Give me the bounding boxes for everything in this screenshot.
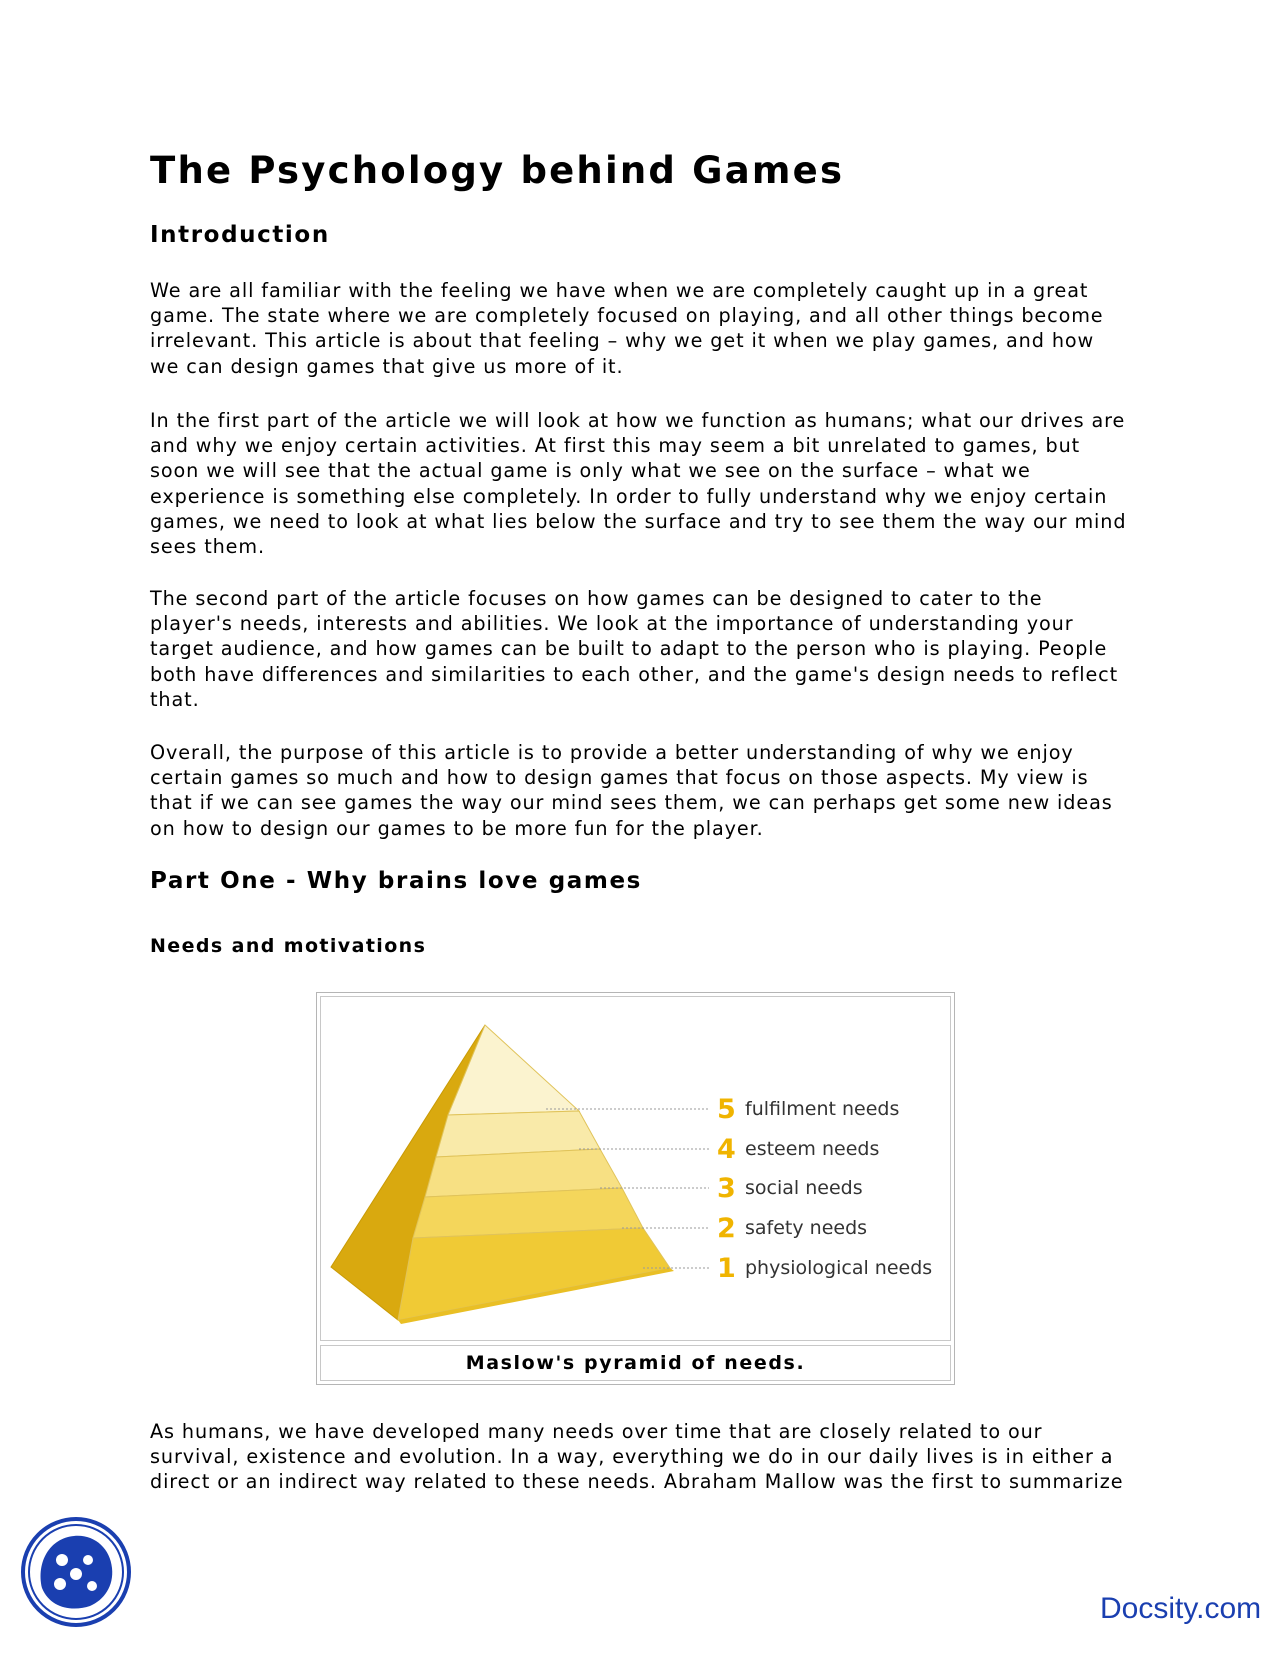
needs-paragraph: As humans, we have developed many needs over time that are closely related to our survival, existence and evolution. In a way, everything we do in our daily lives is in either a direct or an indirect way related to these needs. Abraham Mallow was the first to summarize: [150, 1420, 1124, 1494]
docsity-logo-icon[interactable]: [20, 1516, 132, 1628]
level-5-label: fulfilment needs: [745, 1098, 900, 1120]
needs-heading: Needs and motivations: [150, 935, 427, 957]
level-3-number: 3: [717, 1173, 736, 1204]
intro-paragraph-1: We are all familiar with the feeling we have when we are completely caught up in a great game. The state where we are completely focused on playing, and all other things become irrelevant. This article is about that feeling – why we get it when we play games, and how we can design games that give us more of it.: [150, 279, 1104, 378]
part-one-heading: Part One - Why brains love games: [150, 868, 642, 894]
docsity-brand-link[interactable]: Docsity.com: [1100, 1592, 1262, 1625]
figure-caption-box: [320, 1345, 951, 1381]
level-1-number: 1: [717, 1253, 736, 1284]
pyramid-figure: [316, 992, 955, 1385]
pyramid-diagram: [321, 997, 950, 1340]
level-3-label: social needs: [745, 1177, 863, 1199]
level-1-label: physiological needs: [745, 1257, 933, 1279]
level-2-number: 2: [717, 1213, 736, 1244]
level-4-label: esteem needs: [745, 1138, 880, 1160]
level-2-label: safety needs: [745, 1217, 868, 1239]
level-5-number: 5: [717, 1094, 736, 1125]
intro-paragraph-4: Overall, the purpose of this article is to provide a better understanding of why we enjoy certain games so much and how to design games that focus on those aspects. My view is that if we can see games the way our mind sees them, we can perhaps get some new ideas on how to design our games to be more fun for the player.: [150, 741, 1113, 840]
level-4-number: 4: [717, 1134, 736, 1165]
tier-5: [448, 1025, 579, 1115]
intro-paragraph-2: In the first part of the article we will look at how we function as humans; what our drives are and why we enjoy certain activities. At first this may seem a bit unrelated to games, but soon we will see that the actual game is only what we see on the surface – what we experience is something else completely. In order to fully understand why we enjoy certain games, we need to look at what lies below the surface and try to see them the way our mind sees them.: [150, 409, 1127, 559]
figure-caption: Maslow's pyramid of needs.: [465, 1352, 806, 1374]
pyramid-image: [320, 996, 951, 1341]
tier-1: [398, 1228, 670, 1320]
introduction-heading: Introduction: [150, 222, 330, 248]
intro-paragraph-3: The second part of the article focuses on how games can be designed to cater to the player's needs, interests and abilities. We look at the importance of understanding your target audience, and how games can be built to adapt to the person who is playing. People both have differences and similarities to each other, and the game's design needs to reflect that.: [150, 587, 1119, 711]
page-title: The Psychology behind Games: [150, 149, 845, 192]
